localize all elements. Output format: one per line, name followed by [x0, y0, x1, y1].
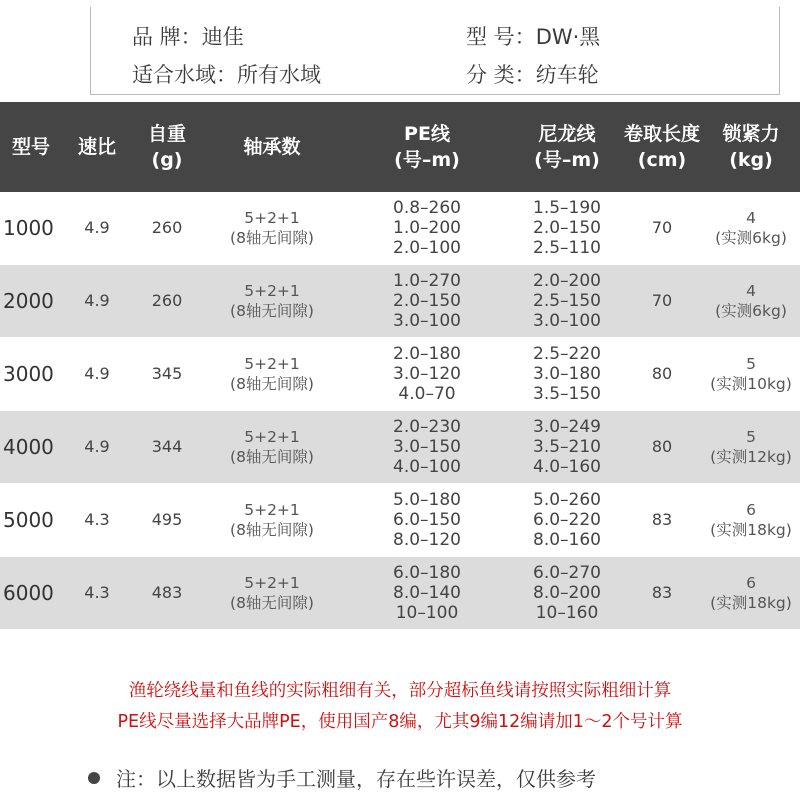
cell-pe-text: 3.0–150	[393, 437, 461, 457]
cell-pe-text: 6.0–180	[393, 563, 461, 583]
cell-ratio	[62, 265, 132, 337]
cell-bearing-text: 5+2+1	[244, 355, 300, 373]
cell-retrieve-text: 83	[651, 510, 673, 529]
cell-bearing	[202, 411, 342, 483]
cell-model-text: 1000	[3, 216, 54, 240]
cell-pe-text: 1.0–270	[393, 271, 461, 291]
cell-pe-text: 3.0–100	[393, 311, 461, 331]
cell-bearing-text: (8轴无间隙)	[230, 521, 314, 539]
cell-ratio	[62, 557, 132, 629]
header-bearing	[202, 102, 342, 192]
cell-nylon-text: 1.5–190	[533, 198, 601, 218]
cell-drag-text: 4	[746, 282, 756, 300]
cell-pe	[342, 557, 512, 629]
cell-weight-text: 483	[151, 583, 183, 602]
cell-retrieve	[622, 411, 702, 483]
cell-nylon-text: 10–160	[535, 603, 599, 623]
cell-pe-text: 2.0–180	[393, 344, 461, 364]
cell-bearing	[202, 338, 342, 410]
cell-pe-text: 4.0–100	[393, 457, 461, 477]
table-row	[0, 484, 800, 556]
cell-weight	[132, 411, 202, 483]
cell-ratio-text: 4.9	[84, 364, 110, 383]
note-line-2: PE线尽量选择大品牌PE，使用国产8编，尤其9编12编请加1～2个号计算	[117, 712, 683, 732]
cell-model-text: 2000	[3, 289, 54, 313]
cell-drag-text: 6	[746, 501, 756, 519]
cell-model	[0, 484, 62, 556]
table-row	[0, 557, 800, 629]
cell-nylon-text: 8.0–160	[533, 530, 601, 550]
header-ratio-line: 速比	[77, 136, 116, 158]
cell-nylon-text: 2.0–200	[533, 271, 601, 291]
cell-bearing-text: 5+2+1	[244, 574, 300, 592]
cell-nylon-text: 2.5–220	[533, 344, 601, 364]
header-pe-line: PE线	[404, 123, 450, 145]
cell-model	[0, 557, 62, 629]
cell-weight-text: 260	[151, 291, 183, 310]
cell-drag-text: 4	[746, 209, 756, 227]
cell-pe	[342, 411, 512, 483]
cell-bearing	[202, 557, 342, 629]
header-nylon	[512, 102, 622, 192]
cell-weight-text: 345	[151, 364, 183, 383]
cell-model	[0, 265, 62, 337]
header-pe	[342, 102, 512, 192]
cell-weight	[132, 557, 202, 629]
cell-ratio-text: 4.9	[84, 218, 110, 237]
cell-nylon-text: 2.5–110	[533, 238, 601, 258]
cell-pe-text: 1.0–200	[393, 218, 461, 238]
cell-pe	[342, 192, 512, 264]
cell-pe-text: 4.0–70	[398, 384, 456, 404]
cell-weight-text: 260	[151, 218, 183, 237]
cell-pe-text: 5.0–180	[393, 490, 461, 510]
cell-bearing	[202, 484, 342, 556]
header-drag-line: 锁紧力	[722, 123, 780, 145]
cell-bearing-text: 5+2+1	[244, 501, 300, 519]
cell-drag	[702, 557, 800, 629]
cell-drag	[702, 484, 800, 556]
water-label: 适合水域：	[132, 63, 237, 87]
cell-drag-text: 5	[746, 428, 756, 446]
cell-pe-text: 10–100	[395, 603, 459, 623]
cell-bearing-text: (8轴无间隙)	[230, 375, 314, 393]
cell-bearing-text: 5+2+1	[244, 428, 300, 446]
cell-pe-text: 3.0–120	[393, 364, 461, 384]
cell-weight	[132, 338, 202, 410]
cell-ratio-text: 4.9	[84, 291, 110, 310]
cell-nylon-text: 8.0–200	[533, 583, 601, 603]
cell-retrieve	[622, 484, 702, 556]
cell-ratio-text: 4.9	[84, 437, 110, 456]
cell-nylon	[512, 484, 622, 556]
header-pe-line: (号–m)	[394, 149, 460, 171]
header-bearing-line: 轴承数	[243, 136, 301, 158]
cell-drag-text: (实测10kg)	[710, 375, 792, 393]
footnote	[88, 763, 596, 792]
cell-model	[0, 192, 62, 264]
cell-model-text: 4000	[3, 435, 54, 459]
cell-drag-text: (实测12kg)	[710, 448, 792, 466]
cell-weight-text: 495	[151, 510, 183, 529]
cell-pe	[342, 484, 512, 556]
header-model-line: 型号	[11, 136, 50, 158]
cell-drag-text: 5	[746, 355, 756, 373]
cell-retrieve-text: 83	[651, 583, 673, 602]
brand-label: 品 牌：	[132, 25, 202, 49]
cell-retrieve-text: 80	[651, 364, 673, 383]
header-nylon-line: (号–m)	[534, 149, 600, 171]
cell-bearing	[202, 265, 342, 337]
table-row	[0, 192, 800, 264]
cell-drag-text: (实测6kg)	[715, 229, 787, 247]
header-retrieve-line: (cm)	[637, 149, 687, 171]
cell-pe	[342, 338, 512, 410]
header-drag-line: (kg)	[729, 149, 773, 171]
cell-bearing	[202, 192, 342, 264]
cell-nylon-text: 2.5–150	[533, 291, 601, 311]
brand-value: 迪佳	[201, 25, 244, 49]
cell-pe-text: 8.0–140	[393, 583, 461, 603]
brand-info	[132, 21, 244, 51]
cell-nylon-text: 3.5–210	[533, 437, 601, 457]
note-line-1: 渔轮绕线量和鱼线的实际粗细有关，部分超标鱼线请按照实际粗细计算	[128, 681, 672, 701]
cell-retrieve	[622, 265, 702, 337]
header-ratio	[62, 102, 132, 192]
cell-ratio-text: 4.3	[84, 510, 110, 529]
cell-model	[0, 411, 62, 483]
bullet-icon	[88, 772, 100, 784]
cell-ratio	[62, 192, 132, 264]
cell-bearing-text: (8轴无间隙)	[230, 229, 314, 247]
cell-retrieve	[622, 338, 702, 410]
cell-retrieve-text: 80	[651, 437, 673, 456]
cell-drag-text: (实测18kg)	[710, 594, 792, 612]
cell-nylon-text: 2.0–150	[533, 218, 601, 238]
cell-nylon-text: 3.0–180	[533, 364, 601, 384]
cell-retrieve-text: 70	[651, 291, 673, 310]
cell-nylon-text: 4.0–160	[533, 457, 601, 477]
table-row	[0, 411, 800, 483]
cell-pe-text: 2.0–100	[393, 238, 461, 258]
cell-drag	[702, 265, 800, 337]
cell-pe-text: 2.0–230	[393, 417, 461, 437]
cell-nylon	[512, 411, 622, 483]
cell-ratio	[62, 411, 132, 483]
cell-weight	[132, 192, 202, 264]
cell-nylon-text: 6.0–220	[533, 510, 601, 530]
cell-pe-text: 8.0–120	[393, 530, 461, 550]
cell-nylon-text: 6.0–270	[533, 563, 601, 583]
water-info	[132, 59, 321, 89]
cell-nylon-text: 5.0–260	[533, 490, 601, 510]
header-weight-line: 自重	[147, 123, 186, 145]
cell-weight	[132, 265, 202, 337]
cell-nylon	[512, 265, 622, 337]
model-value: DW·黑	[535, 25, 601, 49]
footnote-text: 注：以上数据皆为手工测量，存在些许误差，仅供参考	[116, 767, 596, 791]
header-drag	[702, 102, 800, 192]
type-value: 纺车轮	[535, 63, 599, 87]
cell-drag	[702, 192, 800, 264]
cell-bearing-text: 5+2+1	[244, 282, 300, 300]
cell-bearing-text: (8轴无间隙)	[230, 302, 314, 320]
cell-drag-text: (实测18kg)	[710, 521, 792, 539]
cell-retrieve-text: 70	[651, 218, 673, 237]
model-label: 型 号：	[466, 25, 536, 49]
table-header	[0, 102, 800, 192]
cell-nylon	[512, 338, 622, 410]
cell-drag-text: (实测6kg)	[715, 302, 787, 320]
header-model	[0, 102, 62, 192]
header-weight	[132, 102, 202, 192]
model-info	[466, 21, 600, 51]
header-retrieve	[622, 102, 702, 192]
cell-ratio-text: 4.3	[84, 583, 110, 602]
cell-ratio	[62, 484, 132, 556]
cell-pe-text: 2.0–150	[393, 291, 461, 311]
cell-bearing-text: (8轴无间隙)	[230, 448, 314, 466]
cell-retrieve	[622, 192, 702, 264]
cell-drag	[702, 338, 800, 410]
cell-model-text: 3000	[3, 362, 54, 386]
table-row	[0, 338, 800, 410]
cell-nylon	[512, 557, 622, 629]
cell-bearing-text: 5+2+1	[244, 209, 300, 227]
cell-weight-text: 344	[151, 437, 183, 456]
cell-bearing-text: (8轴无间隙)	[230, 594, 314, 612]
cell-pe-text: 0.8–260	[393, 198, 461, 218]
cell-model-text: 5000	[3, 508, 54, 532]
type-info	[466, 59, 599, 89]
header-nylon-line: 尼龙线	[538, 123, 596, 145]
header-retrieve-line: 卷取长度	[623, 123, 700, 145]
header-weight-line: (g)	[151, 149, 183, 171]
cell-pe	[342, 265, 512, 337]
cell-retrieve	[622, 557, 702, 629]
table-row	[0, 265, 800, 337]
cell-model	[0, 338, 62, 410]
cell-pe-text: 6.0–150	[393, 510, 461, 530]
cell-model-text: 6000	[3, 581, 54, 605]
cell-nylon	[512, 192, 622, 264]
cell-ratio	[62, 338, 132, 410]
cell-nylon-text: 3.0–100	[533, 311, 601, 331]
cell-drag	[702, 411, 800, 483]
cell-nylon-text: 3.5–150	[533, 384, 601, 404]
type-label: 分 类：	[466, 63, 536, 87]
cell-drag-text: 6	[746, 574, 756, 592]
water-value: 所有水域	[237, 63, 321, 87]
cell-weight	[132, 484, 202, 556]
cell-nylon-text: 3.0–249	[533, 417, 601, 437]
